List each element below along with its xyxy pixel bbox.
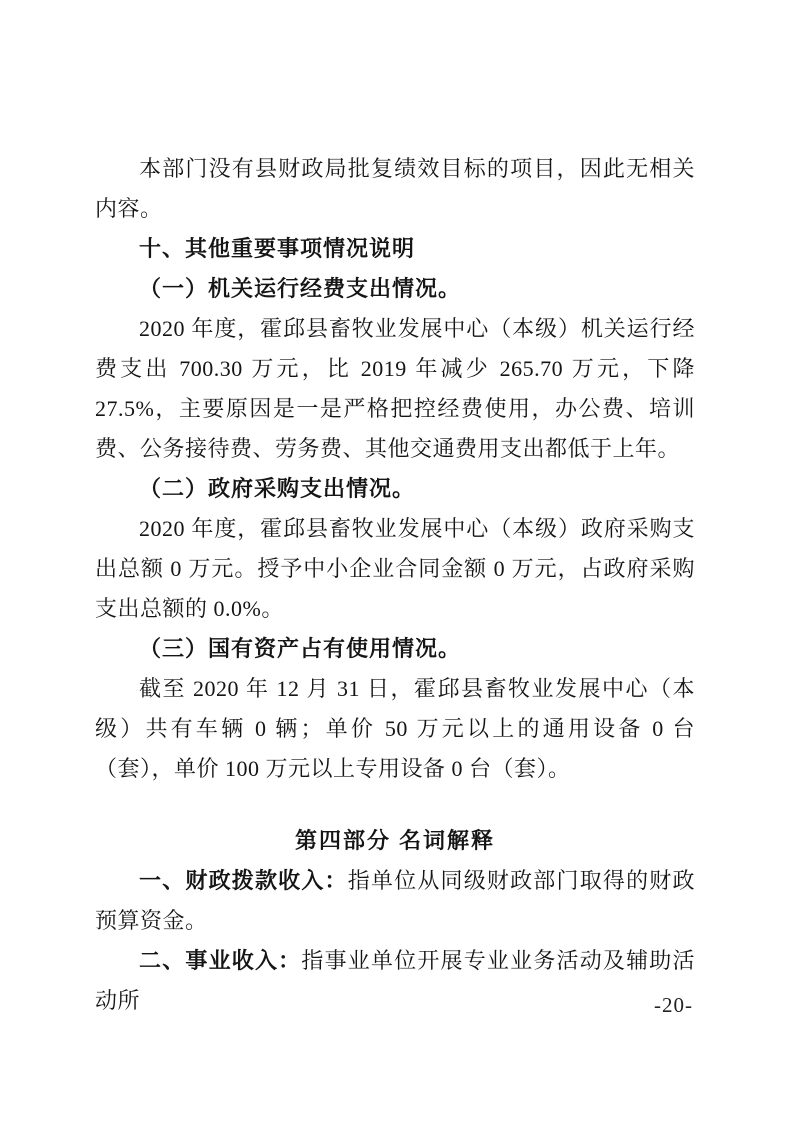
term-fiscal-appropriation-income-definition: 指单位从同级财政部门取得的财政预算资金。 bbox=[95, 868, 695, 933]
paragraph-state-assets: 截至 2020 年 12 月 31 日，霍邱县畜牧业发展中心（本级）共有车辆 0 辆；单价 50 万元以上的通用设备 0 台（套），单价 100 万元以上专用设备 0 台（套）。 bbox=[95, 676, 695, 781]
section-title-part4-glossary: 第四部分 名词解释 bbox=[294, 828, 496, 853]
term-operating-income bbox=[95, 941, 695, 1021]
heading-other-important-items: 十、其他重要事项情况说明 bbox=[139, 236, 416, 261]
page-number: -20- bbox=[654, 993, 693, 1017]
paragraph-gov-procurement: 2020 年度，霍邱县畜牧业发展中心（本级）政府采购支出总额 0 万元。授予中小企业合同金额 0 万元，占政府采购支出总额的 0.0%。 bbox=[95, 516, 695, 621]
paragraph-performance-note: 本部门没有县财政局批复绩效目标的项目，因此无相关内容。 bbox=[95, 156, 695, 221]
term-fiscal-appropriation-income bbox=[95, 861, 695, 941]
term-operating-income-definition: 指事业单位开展专业业务活动及辅助活动所 bbox=[95, 948, 695, 1013]
term-fiscal-appropriation-income-lead: 一、财政拨款收入： bbox=[139, 868, 348, 893]
subheading-operating-expense: （一）机关运行经费支出情况。 bbox=[139, 276, 462, 301]
subheading-gov-procurement: （二）政府采购支出情况。 bbox=[139, 476, 416, 501]
subheading-state-assets: （三）国有资产占有使用情况。 bbox=[139, 636, 462, 661]
term-operating-income-lead: 二、事业收入： bbox=[139, 948, 302, 973]
paragraph-operating-expense: 2020 年度，霍邱县畜牧业发展中心（本级）机关运行经费支出 700.30 万元，比 2019 年减少 265.70 万元，下降 27.5%，主要原因是一是严格把控经费使用，办公费、培训费、公务接待费、劳务费、其他交通费用支出都低于上年。 bbox=[95, 316, 695, 461]
